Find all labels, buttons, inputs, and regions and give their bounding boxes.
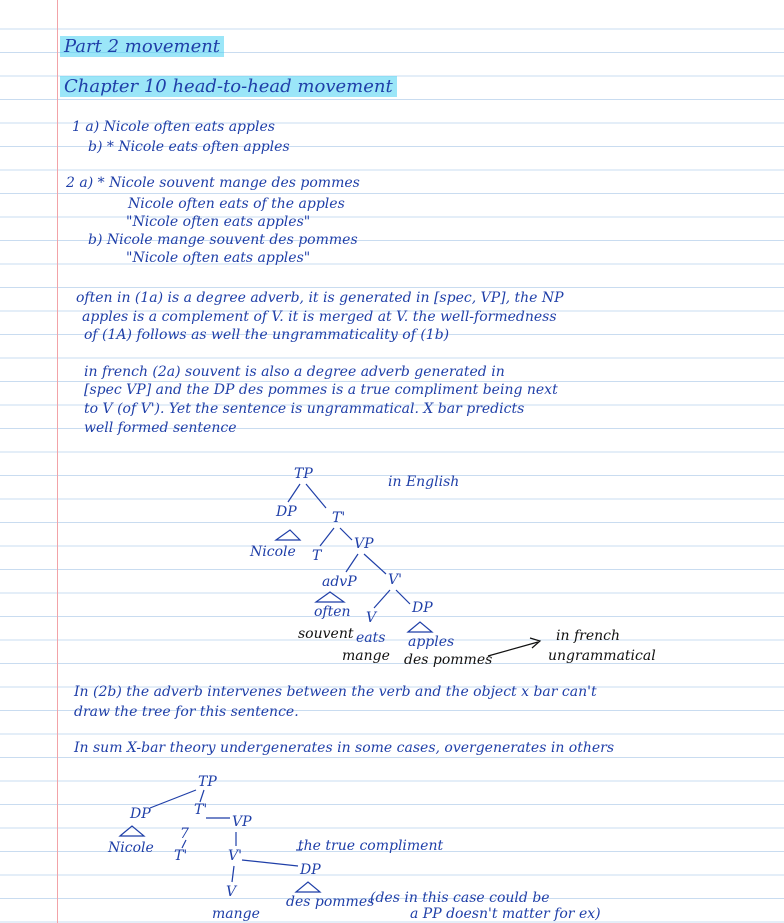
page-title (60, 36, 224, 58)
tree1-branch-tbar-vp (340, 528, 352, 540)
example-2b-line1: b) Nicole mange souvent des pommes (88, 232, 358, 248)
tree1-t: T (312, 548, 322, 564)
tree1-branch-tp-tbar (306, 484, 326, 508)
tree1-mange: mange (342, 648, 390, 664)
french-note-line1: in french (556, 628, 620, 644)
tree2-branch-tp-dp (150, 790, 196, 808)
tree1-vp: VP (354, 536, 374, 552)
para4: In sum X-bar theory undergenerates in some cases, overgenerates in others (74, 740, 615, 756)
tree1-v: V (366, 610, 377, 626)
tree1-advp: advP (322, 574, 357, 590)
tree1-nicole: Nicole (250, 544, 296, 560)
tree2-vbar: V' (228, 848, 242, 864)
tree2-des-pommes: des pommes (286, 894, 375, 910)
tree1-branch-vp-vbar (364, 554, 386, 574)
tree1-des-pommes: des pommes (404, 652, 493, 668)
para2-line3: to V (of V'). Yet the sentence is ungrammatical. X bar predicts (84, 401, 525, 417)
tree1-branch-vbar-dp (396, 590, 410, 604)
french-arrow-head (530, 638, 540, 648)
para2-line2: [spec VP] and the DP des pommes is a true compliment being next (84, 382, 558, 398)
tree1-apples: apples (408, 634, 455, 650)
example-2a-line2: Nicole often eats of the apples (128, 196, 345, 212)
para3-line2: draw the tree for this sentence. (74, 704, 299, 720)
tree1-branch-tbar-t (320, 528, 334, 546)
french-note-line2: ungrammatical (548, 648, 656, 664)
tree2-t-label: 7 (180, 826, 189, 842)
example-1a: 1 a) Nicole often eats apples (72, 119, 275, 135)
tree2-dp: DP (130, 806, 151, 822)
title-highlight: Part 2 movement (60, 36, 224, 57)
para1-line3: of (1A) follows as well the ungrammaticality of (1b) (84, 327, 450, 343)
french-arrow-line (488, 642, 538, 656)
tree2-dp2: DP (300, 862, 321, 878)
para3-line1: In (2b) the adverb intervenes between the verb and the object x bar can't (74, 684, 597, 700)
tree2-v: V (226, 884, 237, 900)
para2-line4: well formed sentence (84, 420, 237, 436)
tree1-dp2: DP (412, 600, 433, 616)
tree2-note-line2: a PP doesn't matter for ex) (410, 906, 601, 922)
tree2-t: T' (174, 848, 188, 864)
para1-line2: apples is a complement of V. it is merged at V. the well-formedness (82, 309, 557, 325)
example-2b-line2: "Nicole often eats apples" (126, 250, 311, 266)
tree2-tp: TP (198, 774, 217, 790)
example-1b: b) * Nicole eats often apples (88, 139, 290, 155)
para1-line1: often in (1a) is a degree adverb, it is generated in [spec, VP], the NP (76, 290, 564, 306)
tree2-triangle-pommes (296, 882, 320, 892)
tree1-often: often (314, 604, 351, 620)
tree2-note-line1: (des in this case could be (370, 890, 550, 906)
tree2-mange: mange (212, 906, 260, 922)
tree1-triangle-nicole (276, 530, 300, 540)
tree1-souvent: souvent (298, 626, 354, 642)
tree1-triangle-often (316, 592, 344, 602)
margin-line (57, 0, 58, 923)
tree2-true-compliment: the true compliment (298, 838, 444, 854)
tree2-nicole: Nicole (108, 840, 154, 856)
tree2-branch-tp-tbar (200, 790, 204, 802)
tree2-tbar: T' (194, 802, 208, 818)
para2-line1: in french (2a) souvent is also a degree adverb generated in (84, 364, 505, 380)
tree1-tbar: T' (332, 510, 346, 526)
chapter-title (60, 76, 397, 98)
tree1-eats: eats (356, 630, 386, 646)
tree1-triangle-apples (408, 622, 432, 632)
tree2-triangle-nicole (120, 826, 144, 836)
tree2-vp: VP (232, 814, 252, 830)
tree1-caption: in English (388, 474, 460, 490)
tree1-branch-vp-advp (346, 554, 358, 572)
example-2a-line3: "Nicole often eats apples" (126, 214, 311, 230)
tree1-tp: TP (294, 466, 313, 482)
tree1-branch-tp-dp (288, 484, 300, 502)
tree2-branch-vbar-v (232, 866, 234, 882)
tree1-vbar: V' (388, 572, 402, 588)
tree1-dp: DP (276, 504, 297, 520)
example-2a-line1: 2 a) * Nicole souvent mange des pommes (66, 175, 360, 191)
tree1-branch-vbar-v (374, 590, 390, 608)
tree2-branch-vbar-dp (242, 860, 298, 866)
chapter-highlight: Chapter 10 head-to-head movement (60, 76, 397, 97)
